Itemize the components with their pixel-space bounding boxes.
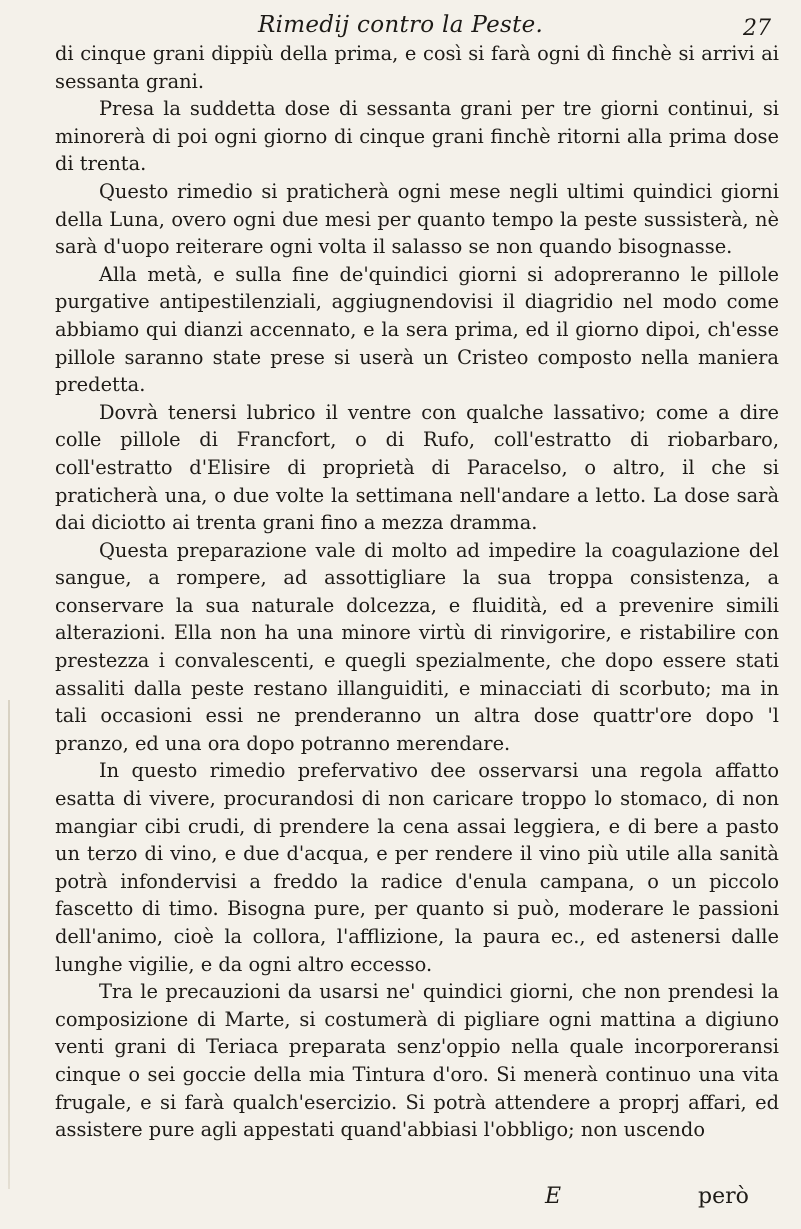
paragraph: In questo rimedio prefervativo dee osservarsi una regola affatto esatta di vivere, procurandosi di non caricare troppo lo stomaco, di non mangiar cibi crudi, di prendere la cena assai leggiera, e di bere a pasto un terzo di vino, e due d'acqua, e per rendere il vino più utile alla sanità potrà infondervisi a freddo la radice d'enula campana, o un piccolo fascetto di timo. Bisogna pure, per quanto si può, moderare le passioni dell'animo, cioè la collora, l'afflizione, la paura ec., ed astenersi dalle lunghe vigilie, e da ogni altro eccesso. <box>55 759 779 976</box>
paragraph: di cinque grani dippiù della prima, e così si farà ogni dì finchè si arrivi ai sessanta grani. <box>55 42 779 93</box>
paragraph: Tra le precauzioni da usarsi ne' quindici giorni, che non prendesi la composizione di Marte, si costumerà di pigliare ogni mattina a digiuno venti grani di Teriaca preparata senz'oppio nella quale incorporeransi cinque o sei goccie della mia Tintura d'oro. Si menerà continuo una vita frugale, e si farà qualch'esercizio. Si potrà attendere a proprj affari, ed assistere pure agli appestati quand'abbiasi l'obbligo; non uscendo <box>55 980 779 1142</box>
paragraph: Presa la suddetta dose di sessanta grani per tre giorni continui, si minorerà di poi ogni giorno di cinque grani finchè ritorni alla prima dose di trenta. <box>55 97 779 176</box>
page-number: 27 <box>743 16 771 41</box>
signature-mark: E <box>545 1184 562 1209</box>
catchword: però <box>698 1184 749 1209</box>
page-header <box>58 6 779 40</box>
page-footer <box>58 1184 779 1220</box>
paragraph: Questo rimedio si praticherà ogni mese negli ultimi quindici giorni della Luna, overo ogni due mesi per quanto tempo la peste sussisterà, nè sarà d'uopo reiterare ogni volta il salasso se non quando bisognasse. <box>55 179 779 259</box>
running-title: Rimedij contro la Peste. <box>258 12 544 38</box>
paragraph: Questa preparazione vale di molto ad impedire la coagulazione del sangue, a rompere, ad assottigliare la sua troppa consistenza, a conservare la sua naturale dolcezza, e fluidità, ed a prevenire simili alterazioni. Ella non ha una minore virtù di rinvigorire, e ristabilire con prestezza i convalescenti, e quegli spezialmente, che dopo essere stati assaliti dalla peste restano illanguiditi, e minacciati di scorbuto; ma in tali occasioni essi ne prenderanno un altra dose quattr'ore dopo 'l pranzo, ed una ora dopo potranno merendare. <box>55 538 779 755</box>
paragraph: Alla metà, e sulla fine de'quindici giorni si adopreranno le pillole purgative antipestilenziali, aggiugnendovisi il diagridio nel modo come abbiamo qui dianzi accennato, e la sera prima, ed il giorno dipoi, ch'esse pillole saranno state prese si userà un Cristeo composto nella maniera predetta. <box>55 262 779 397</box>
body-text <box>55 40 779 1144</box>
page-edge-shadow <box>8 700 10 1189</box>
paragraph: Dovrà tenersi lubrico il ventre con qualche lassativo; come a dire colle pillole di Francfort, o di Rufo, coll'estratto di riobarbaro, coll'estratto d'Elisire di proprietà di Paracelso, o altro, il che si praticherà una, o due volte la settimana nell'andare a letto. La dose sarà dai diciotto ai trenta grani fino a mezza dramma. <box>55 400 779 535</box>
